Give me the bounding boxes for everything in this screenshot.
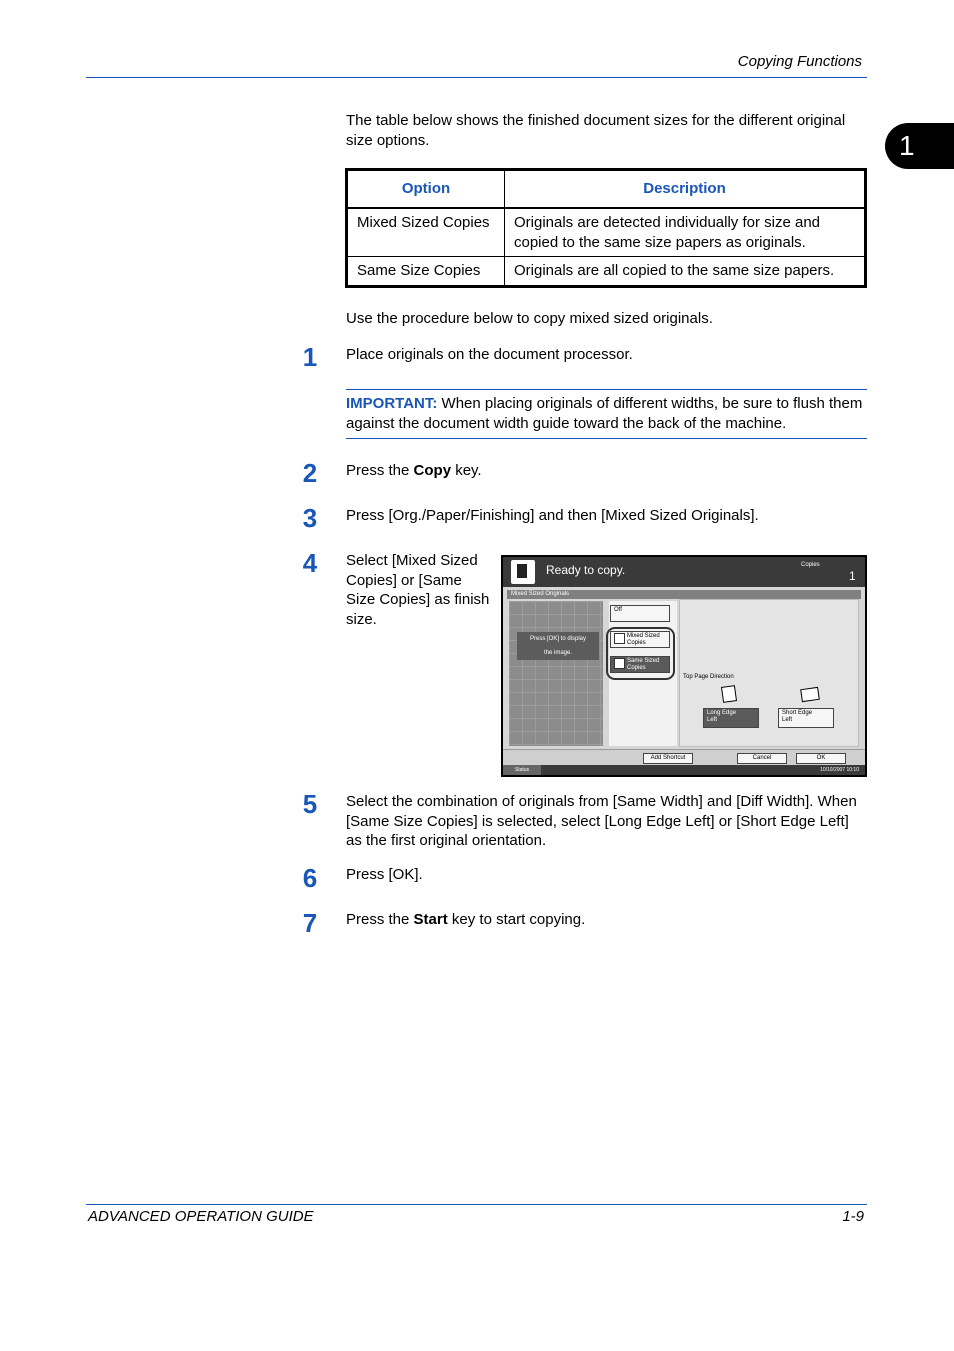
highlight-circle xyxy=(606,627,675,680)
off-button[interactable]: Off xyxy=(610,605,670,622)
step-number: 6 xyxy=(302,863,318,893)
options-table xyxy=(345,168,867,288)
short-edge-orientation-icon xyxy=(800,687,820,702)
section-title: Mixed Sized Originals xyxy=(507,590,861,599)
preview-message-line: Press [OK] to display xyxy=(529,636,587,642)
start-key-label: Start xyxy=(413,911,448,928)
button-label: Copies xyxy=(627,665,646,671)
table-header-description: Description xyxy=(505,170,866,209)
table-cell: Mixed Sized Copies xyxy=(347,208,505,257)
step-number: 1 xyxy=(302,342,318,372)
copies-label: Copies xyxy=(801,562,820,568)
copy-key-label: Copy xyxy=(413,462,452,479)
footer-guide-title: ADVANCED OPERATION GUIDE xyxy=(88,1208,314,1225)
step-number: 5 xyxy=(302,789,318,819)
step-text-part: Press the xyxy=(346,911,414,928)
panel-bottom-bar xyxy=(503,749,865,766)
status-button[interactable]: Status xyxy=(503,765,541,775)
short-edge-left-button[interactable] xyxy=(778,708,834,728)
step-number: 7 xyxy=(302,908,318,938)
running-header: Copying Functions xyxy=(737,53,862,70)
button-label: Long Edge xyxy=(707,710,737,716)
table-cell: Same Size Copies xyxy=(347,257,505,287)
button-label: Mixed Sized xyxy=(627,633,660,639)
step-text xyxy=(346,910,866,930)
page-number: 1-9 xyxy=(842,1208,864,1225)
table-row xyxy=(347,257,866,287)
panel-top-bar xyxy=(503,557,865,587)
step-text: Select [Mixed Sized Copies] or [Same Size Copies] as finish size. xyxy=(346,552,490,628)
important-note xyxy=(346,389,867,439)
date-time: 10/10/2007 10:10 xyxy=(820,767,859,773)
preview-message-line: the image. xyxy=(543,650,573,656)
long-edge-orientation-icon xyxy=(721,685,737,703)
step-text: Place originals on the document processor. xyxy=(346,346,633,363)
step-text xyxy=(346,461,866,481)
table-cell: Originals are all copied to the same size papers. xyxy=(505,257,866,287)
ok-button[interactable]: OK xyxy=(796,753,846,764)
panel-screenshot xyxy=(501,555,867,777)
important-label: IMPORTANT: xyxy=(346,395,438,412)
add-shortcut-button[interactable]: Add Shortcut xyxy=(643,753,693,764)
table-row xyxy=(347,208,866,257)
button-label: Copies xyxy=(627,640,646,646)
table-cell: Originals are detected individually for size and copied to the same size papers as originals. xyxy=(505,208,866,257)
chapter-tab: 1 xyxy=(885,123,954,169)
footer-rule xyxy=(86,1204,867,1205)
step-number: 3 xyxy=(302,503,318,533)
cancel-button[interactable]: Cancel xyxy=(737,753,787,764)
procedure-intro: Use the procedure below to copy mixed sized originals. xyxy=(346,310,713,327)
document-icon xyxy=(511,560,535,584)
status-bar xyxy=(503,765,865,775)
important-text: When placing originals of different widths, be sure to flush them against the document width guide toward the back of the machine. xyxy=(346,395,863,432)
step-text-part: Press the xyxy=(346,462,414,479)
step-number: 4 xyxy=(302,548,318,578)
table-header-option: Option xyxy=(347,170,505,209)
step-text-part: key to start copying. xyxy=(447,911,586,928)
step-text: Press [Org./Paper/Finishing] and then [Mixed Sized Originals]. xyxy=(346,507,759,524)
step-text: Press [OK]. xyxy=(346,866,423,883)
ready-message: Ready to copy. xyxy=(546,563,626,577)
button-label: Short Edge xyxy=(782,710,813,716)
button-label: Same Sized xyxy=(627,658,660,664)
step-number: 2 xyxy=(302,458,318,488)
step-text-part: key. xyxy=(451,462,482,479)
top-page-direction-label: Top Page Direction xyxy=(683,674,734,680)
preview-area xyxy=(509,601,603,746)
long-edge-left-button[interactable] xyxy=(703,708,759,728)
header-rule xyxy=(86,77,867,78)
step-text: Select the combination of originals from [Same Width] and [Diff Width]. When [Same Size Copies] is selected, select [Long Edge Left] or [Short Edge Left] as the first original orientation. xyxy=(346,793,857,849)
button-label: Left xyxy=(782,717,793,723)
intro-paragraph: The table below shows the finished document sizes for the different original size options. xyxy=(346,112,846,149)
preview-message xyxy=(517,632,599,660)
button-label: Left xyxy=(707,717,718,723)
copies-count: 1 xyxy=(849,569,856,583)
